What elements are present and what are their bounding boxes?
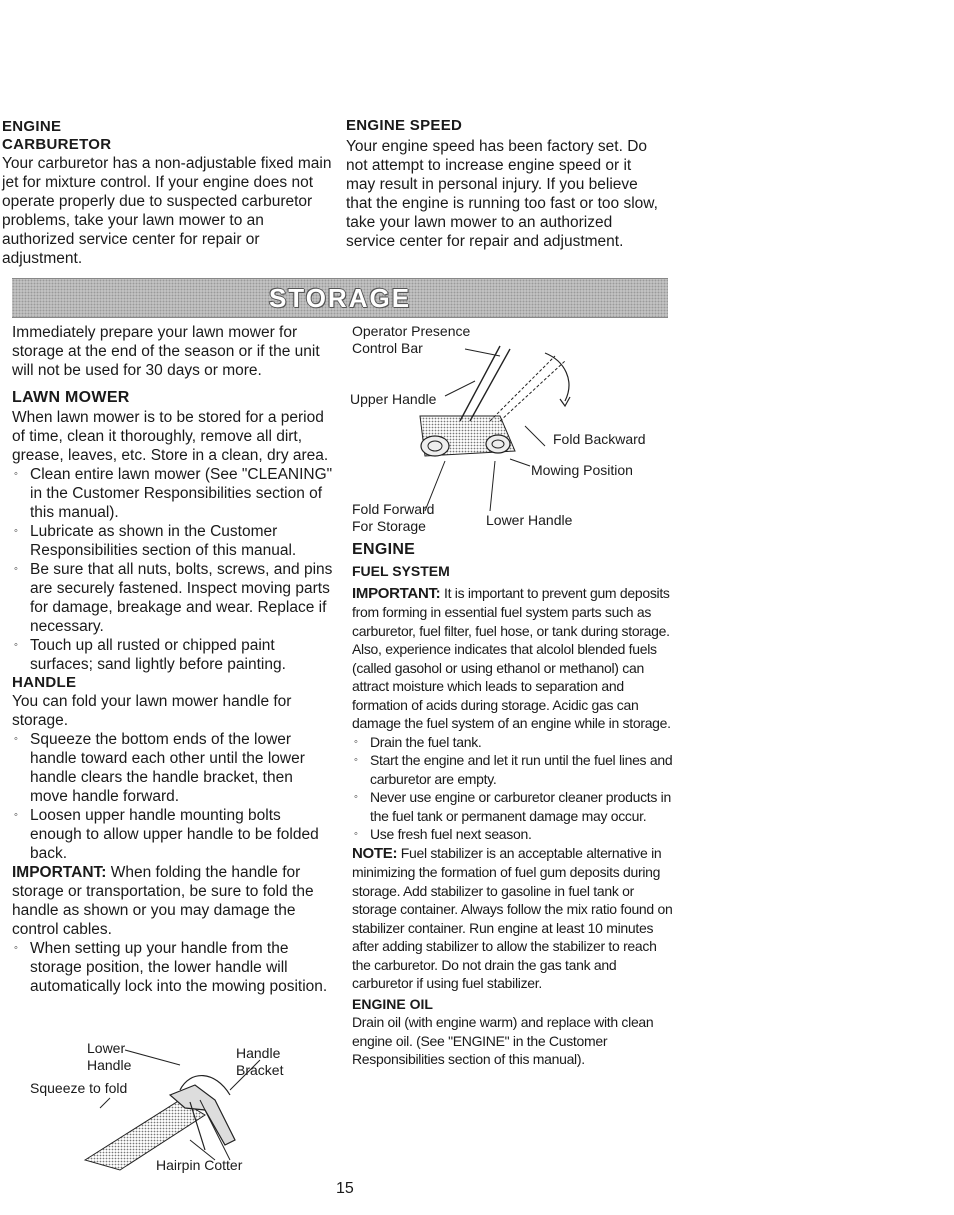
list-item: ◦ Squeeze the bottom ends of the lower handle toward each other until the lower handle clears the handle bracket, then move handle forward.	[12, 730, 334, 806]
important-text: When folding the handle for storage or transportation, be sure to fold the handle as shown or you may damage the control cables.	[12, 864, 314, 938]
storage-right-column	[352, 540, 674, 1069]
page-number: 15	[336, 1180, 354, 1197]
engine-speed-section	[346, 117, 662, 251]
handle-important	[12, 863, 334, 939]
mower-fold-figure	[350, 321, 668, 539]
list-item: ◦ Be sure that all nuts, bolts, screws, and pins are securely fastened. Inspect moving parts for damage, breakage and wear. Replace if necessary.	[12, 560, 334, 636]
list-item: ◦ Loosen upper handle mounting bolts enough to allow upper handle to be folded back.	[12, 806, 334, 863]
carburetor-text: Your carburetor has a non-adjustable fixed main jet for mixture control. If your engine does not operate properly due to suspected carburetor problems, take your lawn mower to an authorized service center for repair or adjustment.	[2, 155, 332, 267]
fig-fold-backward-label: Fold Backward	[553, 431, 646, 447]
list-item: ◦ Never use engine or carburetor cleaner products in the fuel tank or permanent damage may occur.	[352, 788, 674, 825]
lawn-mower-text: When lawn mower is to be stored for a period of time, clean it thoroughly, remove all dirt, grease, leaves, etc. Store in a clean, dry area.	[12, 409, 329, 464]
lawn-mower-heading: LAWN MOWER	[12, 389, 130, 406]
note-text: Fuel stabilizer is an acceptable alternative in minimizing the formation of fuel gum deposits during storage. Add stabilizer to gasoline in fuel tank or storage container. Always follow the mix ratio found on stabilizer container. Run engine at least 10 minutes after adding stabilizer to allow the stabilizer to reach the carburetor. Do not drain the gas tank and carburetor if using fuel stabilizer.	[352, 844, 673, 991]
lawn-mower-bullets	[12, 465, 334, 674]
fuel-note	[352, 844, 674, 993]
engine-carburetor-section	[2, 118, 332, 268]
handle-text: You can fold your lawn mower handle for storage.	[12, 693, 292, 729]
fig-upper-handle-label: Upper Handle	[350, 391, 437, 407]
list-item: ◦ Use fresh fuel next season.	[352, 825, 674, 844]
storage-banner	[12, 278, 668, 318]
fig-fold-forward-label: Fold Forward For Storage	[352, 501, 435, 534]
list-item: ◦ Lubricate as shown in the Customer Responsibilities section of this manual.	[12, 522, 334, 560]
fuel-important-label: IMPORTANT:	[352, 584, 441, 602]
fig-mowing-position-label: Mowing Position	[531, 462, 633, 478]
engine-oil-heading: ENGINE OIL	[352, 995, 433, 1012]
fig-operator-presence-label: Operator Presence Control Bar	[352, 323, 471, 356]
engine-speed-heading: ENGINE SPEED	[346, 117, 463, 134]
engine-oil-text: Drain oil (with engine warm) and replace with clean engine oil. (See "ENGINE" in the Customer Responsibilities section of this manual).	[352, 1014, 654, 1067]
fig-lower-handle-label: Lower Handle	[87, 1040, 132, 1073]
storage-title: STORAGE	[268, 283, 412, 313]
list-item: ◦ When setting up your handle from the storage position, the lower handle will automatically lock into the mowing position.	[12, 939, 334, 996]
fuel-important-text: It is important to prevent gum deposits from forming in essential fuel system parts such as carburetor, fuel filter, fuel hose, or tank during storage. Also, experience indicates that alcolol blended fuels (called gasohol or using ethanol or methanol) can attract moisture which leads to separation and formation of acids during storage. Acidic gas can damage the fuel system of an engine while in storage.	[352, 584, 671, 731]
fig-lower-handle-label-right: Lower Handle	[486, 512, 573, 528]
fuel-system-heading: FUEL SYSTEM	[352, 563, 450, 579]
fig-squeeze-label: Squeeze to fold	[30, 1080, 128, 1096]
fig-hairpin-label: Hairpin Cotter	[156, 1157, 243, 1173]
list-item: ◦ Drain the fuel tank.	[352, 733, 674, 752]
carburetor-heading: CARBURETOR	[2, 136, 112, 153]
list-item: ◦ Touch up all rusted or chipped paint surfaces; sand lightly before painting.	[12, 636, 334, 674]
storage-intro: Immediately prepare your lawn mower for storage at the end of the season or if the unit will not be used for 30 days or more.	[12, 324, 320, 379]
note-label: NOTE:	[352, 844, 398, 862]
fuel-important	[352, 584, 674, 733]
list-item: ◦ Clean entire lawn mower (See "CLEANING" in the Customer Responsibilities section of this manual).	[12, 465, 334, 522]
handle-heading: HANDLE	[12, 674, 77, 691]
right-engine-heading: ENGINE	[352, 541, 416, 558]
handle-bullets	[12, 730, 334, 863]
fuel-bullets	[352, 733, 674, 844]
handle-bracket-figure	[30, 1040, 330, 1180]
list-item: ◦ Start the engine and let it run until the fuel lines and carburetor are empty.	[352, 751, 674, 788]
storage-left-column	[12, 323, 334, 996]
engine-heading: ENGINE	[2, 118, 62, 135]
handle-bullets-2	[12, 939, 334, 996]
engine-speed-text: Your engine speed has been factory set. Do not attempt to increase engine speed or it may result in personal injury. If you believe that the engine is running too fast or too slow, take your lawn mower to an authorized service center for repair and adjustment.	[346, 138, 658, 250]
fig-handle-bracket-label: Handle Bracket	[236, 1045, 284, 1078]
important-label: IMPORTANT:	[12, 864, 107, 881]
